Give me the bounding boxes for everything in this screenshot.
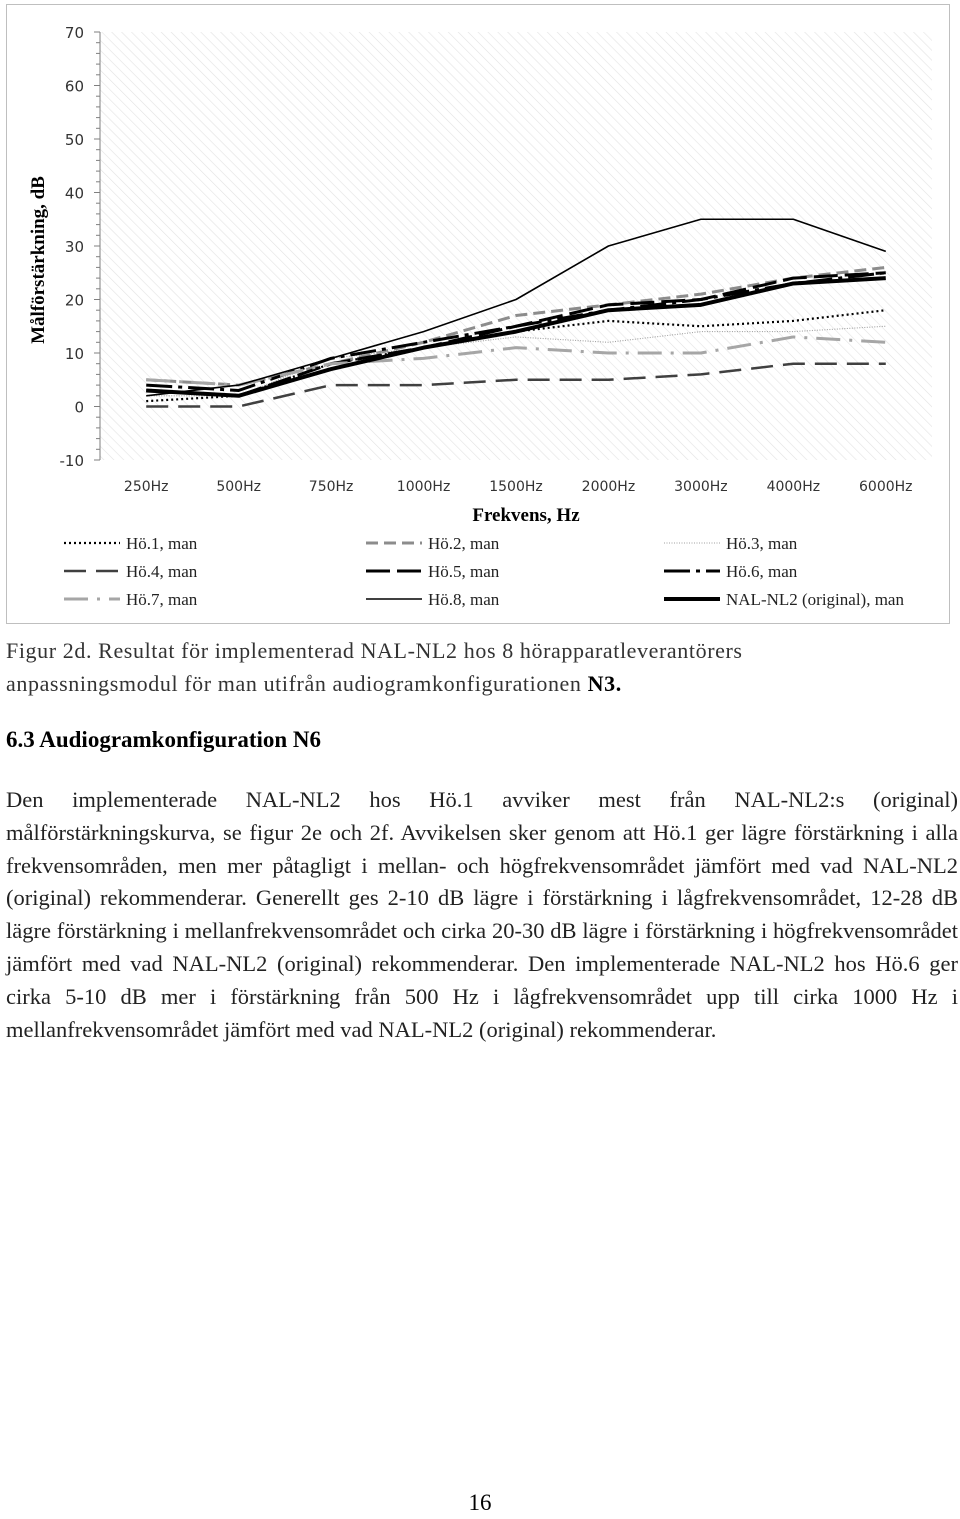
y-tick-label: 70: [64, 24, 84, 42]
x-tick-label: 4000Hz: [766, 479, 821, 495]
y-tick-label: 30: [64, 238, 84, 256]
legend-label: Hö.2, man: [428, 534, 500, 553]
legend-label: Hö.8, man: [428, 590, 500, 609]
body-paragraph: [6, 784, 958, 1046]
y-tick-label: 40: [64, 184, 84, 203]
caption-config-label: N3.: [587, 671, 622, 696]
y-tick-label: 60: [64, 77, 84, 96]
y-tick-label: 10: [64, 345, 84, 363]
legend-label: Hö.3, man: [726, 534, 798, 553]
legend-label: Hö.1, man: [126, 534, 198, 553]
x-tick-label: 3000Hz: [674, 479, 728, 495]
line-chart: [0, 0, 960, 630]
x-tick-label: 250Hz: [123, 479, 169, 495]
x-tick-label: 750Hz: [308, 479, 354, 495]
section-heading: 6.3 Audiogramkonfiguration N6: [6, 727, 322, 752]
x-tick-label: 1000Hz: [396, 479, 451, 495]
legend-label: Hö.4, man: [126, 562, 198, 581]
x-tick-label: 1500Hz: [489, 479, 543, 495]
legend: [64, 534, 904, 609]
figure-caption: [6, 634, 956, 700]
legend-label: Hö.6, man: [726, 562, 798, 581]
y-tick-label: 0: [74, 398, 84, 417]
y-axis-label: Målförstärkning, dB: [28, 176, 49, 344]
x-tick-label: 2000Hz: [581, 479, 636, 495]
x-tick-label: 6000Hz: [859, 479, 913, 495]
caption-line-2-text: anpassningsmodul för man utifrån audiogramkonfigurationen: [6, 671, 588, 696]
body-paragraph-text: Den implementerade NAL-NL2 hos Hö.1 avviker mest från NAL-NL2:s (original) målförstärkningskurva, se figur 2e och 2f. Avvikelsen sker genom att Hö.1 ger lägre förstärkning i alla frekvensområden, men mer påtagligt i mellan- och högfrekvensområdet jämfört med vad NAL-NL2 (original) rekommenderar. Generellt ges 2-10 dB lägre i förstärkning i lågfrekvensområdet, 12-28 dB lägre förstärkning i mellanfrekvensområdet och cirka 20-30 dB lägre i förstärkning i högfrekvensområdet jämfört med vad NAL-NL2 (original) rekommenderar. Den implementerade NAL-NL2 hos Hö.6 ger cirka 5-10 dB mer i förstärkning från 500 Hz i lågfrekvensområdet upp till cirka 1000 Hz i mellanfrekvensområdet jämfört med vad NAL-NL2 (original) rekommenderar.: [6, 787, 958, 1042]
y-tick-label: 50: [64, 131, 84, 149]
y-tick-label: -10: [59, 452, 84, 470]
legend-label: NAL-NL2 (original), man: [726, 590, 904, 609]
x-axis-label: Frekvens, Hz: [472, 505, 580, 526]
y-tick-label: 20: [64, 291, 84, 310]
caption-line-2: [6, 667, 956, 700]
caption-line-1: Figur 2d. Resultat för implementerad NAL-NL2 hos 8 hörapparatleverantörers: [6, 638, 743, 663]
legend-label: Hö.7, man: [126, 590, 198, 609]
page-number: 16: [468, 1490, 492, 1515]
legend-label: Hö.5, man: [428, 562, 500, 581]
x-tick-label: 500Hz: [216, 479, 261, 495]
